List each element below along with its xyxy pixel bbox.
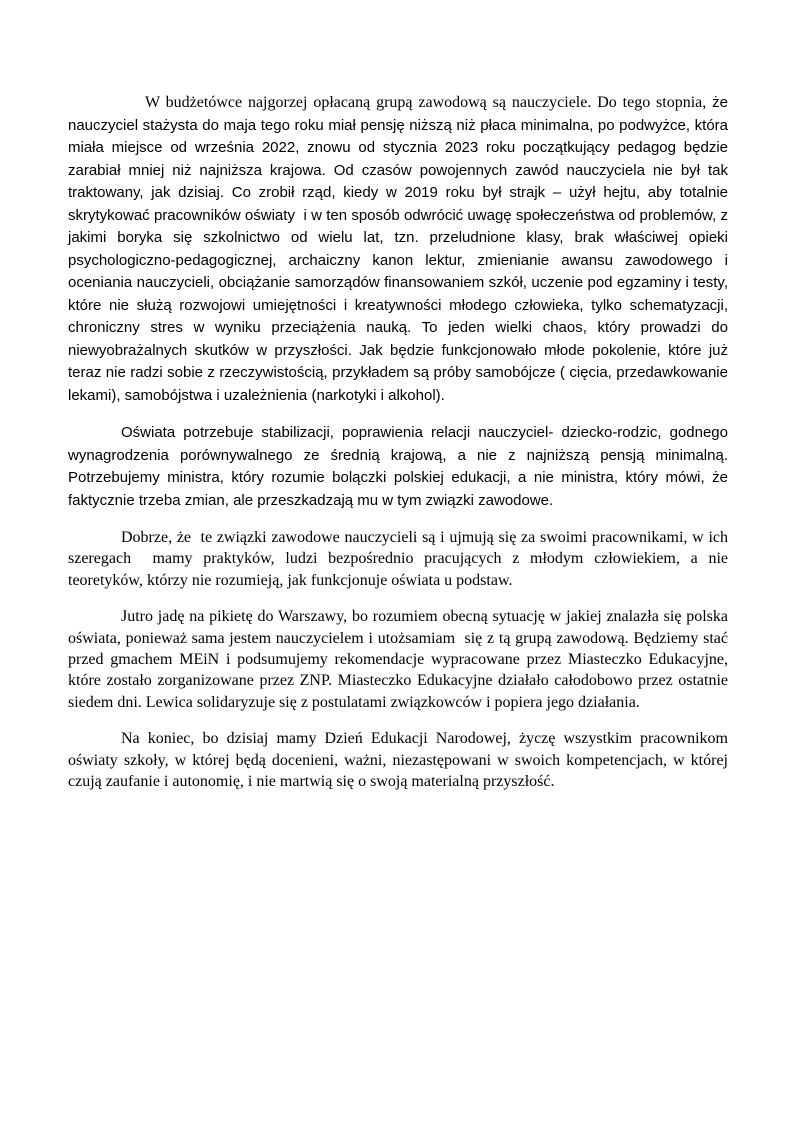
paragraph-pikieta-warszawa-text: Jutro jadę na pikietę do Warszawy, bo rozumiem obecną sytuację w jakiej znalazła się polska oświata, ponieważ sama jestem nauczycielem i utożsamiam się z tą grupą zawodową. Będziemy stać przed gmachem MEiN i podsumujemy rekomendacje wypracowane przez Miasteczko Edukacyjne, które zostało zorganizowane przez ZNP. Miasteczko Edukacyjne działało całodobowo przez ostatnie siedem dni. Lewica solidaryzuje się z postulatami związkowców i popiera jego działania. bbox=[68, 608, 732, 711]
paragraph-budzetowka bbox=[68, 92, 733, 407]
paragraph-pikieta-warszawa bbox=[68, 606, 732, 713]
paragraph-zwiazki-zawodowe bbox=[68, 527, 732, 591]
paragraph-oswiata-stabilizacja-text: Oświata potrzebuje stabilizacji, poprawienia relacji nauczyciel- dziecko-rodzic, godnego wynagrodzenia porównywalnego ze średnią krajową, a nie z najniższą pensją minimalną. Potrzebujemy ministra, który rozumie bolączki polskiej edukacji, a nie ministra, który mówi, że faktycznie trzeba zmian, ale przeszkadzają mu w tym związki zawodowe. bbox=[68, 424, 733, 509]
paragraph-zwiazki-zawodowe-text: Dobrze, że te związki zawodowe nauczycieli są i ujmują się za swoimi pracownikami, w ich szeregach mamy praktyków, ludzi bezpośrednio pracujących z młodym człowiekiem, a nie teoretyków, którzy nie rozumieją, jak funkcjonuje oświata u podstaw. bbox=[68, 529, 732, 589]
paragraph-dzien-edukacji-text: Na koniec, bo dzisiaj mamy Dzień Edukacji Narodowej, życzę wszystkim pracownikom oświaty szkoły, w której będą docenieni, ważni, niezastępowani w swoich kompetencjach, w której czują zaufanie i autonomię, i nie martwią się o swoją materialną przyszłość. bbox=[68, 730, 732, 791]
paragraph-dzien-edukacji bbox=[68, 728, 732, 792]
paragraph-budzetowka-lead-text: W budżetówce najgorzej opłacaną grupą zawodową są nauczyciele. Do tego stopnia, bbox=[145, 94, 713, 111]
paragraph-oswiata-stabilizacja bbox=[68, 422, 733, 512]
paragraph-budzetowka-body-text: że nauczyciel stażysta do maja tego roku miał pensję niższą niż płaca minimalna, po podwyżce, która miała miejsce od września 2022, znowu od stycznia 2023 roku początkujący pedagog będzie zarabiał mniej niż najniższa krajowa. Od czasów powojennych zawód nauczyciela nie był tak traktowany, jak dzisiaj. Co zrobił rząd, kiedy w 2019 roku był strajk – użył hejtu, aby totalnie skrytykować pracowników oświaty i w ten sposób odwrócić uwagę społeczeństwa od problemów, z jakimi boryka się szkolnictwo od wielu lat, tzn. przeludnione klasy, brak właściwej opieki psychologiczno-pedagogicznej, archaiczny kanon lektur, zmienianie awansu zawodowego i oceniania nauczycieli, obciążanie samorządów finansowaniem szkół, uczenie pod egzaminy i testy, które nie służą rozwojowi umiejętności i kreatywności młodego człowieka, tylko schematyzacji, chroniczny stres w wyniku przeciążenia nauką. To jeden wielki chaos, który prowadzi do niewyobrażalnych skutków w przyszłości. Jak będzie funkcjonowało młode pokolenie, które już teraz nie radzi sobie z rzeczywistością, przykładem są próby samobójcze ( cięcia, przedawkowanie lekami), samobójstwa i uzależnienia (narkotyki i alkohol). bbox=[68, 94, 733, 404]
